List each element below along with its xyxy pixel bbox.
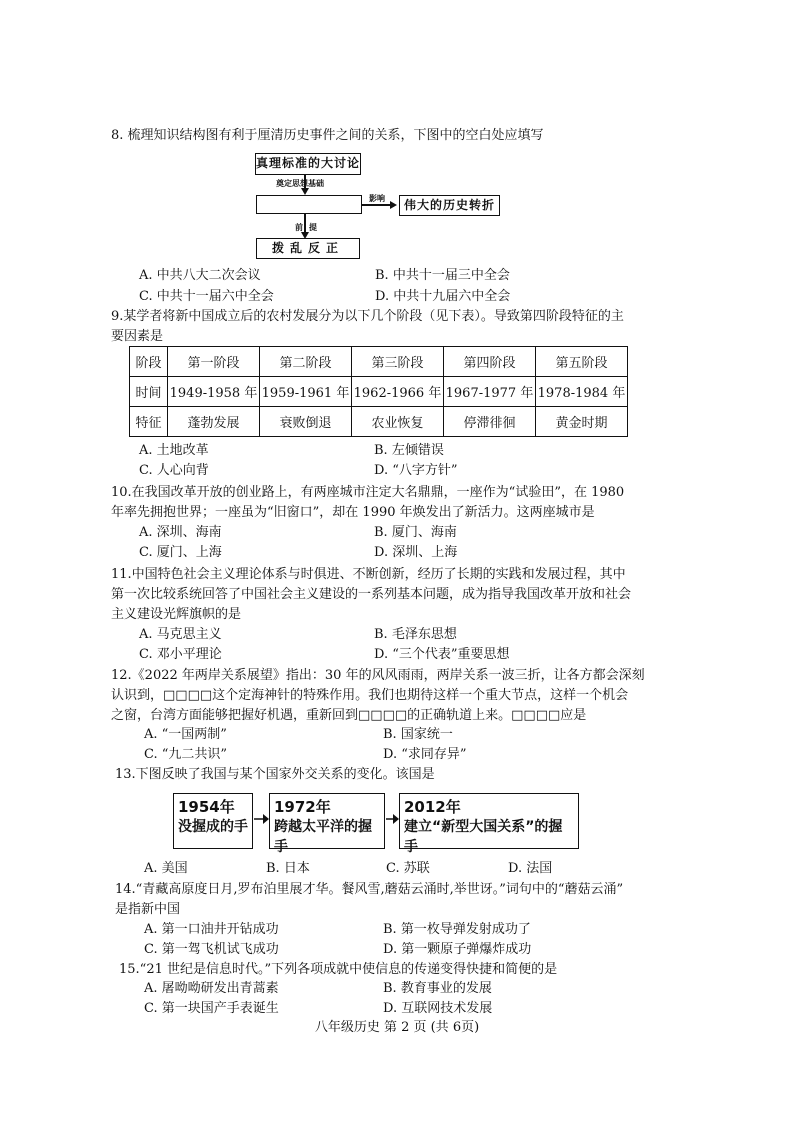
- arrow-right-icon: [254, 813, 269, 825]
- q14-option-a[interactable]: A. 第一口油井开钻成功: [144, 922, 279, 937]
- q11-option-a[interactable]: A. 马克思主义: [139, 627, 222, 642]
- q12-option-c[interactable]: C. “九二共识”: [144, 747, 228, 762]
- q15-option-b[interactable]: B. 教育事业的发展: [383, 981, 492, 996]
- timeline-year: 1954年: [178, 798, 235, 816]
- q12-option-b[interactable]: B. 国家统一: [383, 727, 453, 742]
- table-cell: 第三阶段: [352, 347, 444, 377]
- table-row: [130, 347, 628, 377]
- q11-option-b[interactable]: B. 毛泽东思想: [374, 627, 457, 642]
- table-cell: 特征: [130, 407, 168, 437]
- q8-blank-box: [256, 195, 362, 214]
- q9-option-c[interactable]: C. 人心向背: [139, 463, 209, 478]
- timeline-text: 跨越太平洋的握手: [274, 819, 372, 855]
- timeline-year: 1972年: [274, 798, 331, 816]
- q8-right-box: 伟大的历史转折: [399, 195, 500, 216]
- q12-stem-line2: 认识到，□□□□这个定海神针的特殊作用。我们也期待这样一个重大节点，这样一个机会: [111, 688, 629, 703]
- timeline-item-2012: [399, 793, 579, 855]
- q13-stem: 13.下图反映了我国与某个国家外交关系的变化。该国是: [115, 767, 435, 782]
- q14-stem-line1: 14.“青藏高原度日月,罗布泊里展才华。餐风雪,蘑菇云涌时,举世讶。”词句中的“蘑菇云涌”: [115, 882, 624, 897]
- q8-stem: 8. 梳理知识结构图有利于厘清历史事件之间的关系，下图中的空白处应填写: [111, 128, 544, 143]
- q11-option-c[interactable]: C. 邓小平理论: [139, 647, 222, 662]
- q8-top-link-label: 奠定思想基础: [276, 179, 324, 188]
- timeline-year: 2012年: [404, 798, 461, 816]
- q10-option-c[interactable]: C. 厦门、上海: [139, 545, 222, 560]
- q10-option-a[interactable]: A. 深圳、海南: [139, 525, 222, 540]
- q11-stem-line2: 第一次比较系统回答了中国社会主义建设的一系列基本问题，成为指导我国改革开放和社会: [111, 587, 632, 602]
- table-cell: 农业恢复: [352, 407, 444, 437]
- q8-option-c[interactable]: C. 中共十一届六中全会: [139, 289, 274, 304]
- q8-top-arrow: [301, 188, 309, 195]
- q13-option-a[interactable]: A. 美国: [144, 861, 188, 876]
- q13-option-c[interactable]: C. 苏联: [386, 861, 430, 876]
- q8-option-d[interactable]: D. 中共十九届六中全会: [375, 289, 511, 304]
- q12-stem-line1: 12.《2022 年两岸关系展望》指出：30 年的风风雨雨，两岸关系一波三折，让各方都会深刻: [111, 668, 645, 683]
- q15-option-d[interactable]: D. 互联网技术发展: [383, 1001, 493, 1016]
- q11-stem-line3: 主义建设光辉旗帜的是: [111, 607, 242, 622]
- timeline-item-1972: [269, 793, 385, 855]
- table-row: [130, 407, 628, 437]
- q8-bottom-link-label: 前提: [295, 223, 323, 232]
- q14-option-d[interactable]: D. 第一颗原子弹爆炸成功: [383, 942, 532, 957]
- timeline-text: 建立“新型大国关系”的握手: [404, 819, 563, 855]
- q11-option-d[interactable]: D. “三个代表”重要思想: [374, 647, 510, 662]
- table-cell: 第四阶段: [444, 347, 536, 377]
- q11-stem-line1: 11.中国特色社会主义理论体系与时俱进、不断创新，经历了长期的实践和发展过程，其中: [111, 567, 626, 582]
- table-cell: 黄金时期: [536, 407, 628, 437]
- table-cell: 第一阶段: [168, 347, 260, 377]
- table-cell: 1962-1966 年: [352, 377, 444, 407]
- table-cell: 时间: [130, 377, 168, 407]
- table-cell: 衰败倒退: [260, 407, 352, 437]
- timeline-item-1954: [173, 793, 253, 849]
- q8-option-a[interactable]: A. 中共八大二次会议: [139, 268, 261, 283]
- q15-option-c[interactable]: C. 第一块国产手表诞生: [144, 1001, 279, 1016]
- q15-stem: 15.“21 世纪是信息时代。”下列各项成就中使信息的传递变得快捷和简便的是: [119, 962, 558, 977]
- q9-stem-line2: 要因素是: [111, 329, 164, 344]
- q9-stage-table: [129, 346, 628, 437]
- q8-right-arrow: [390, 201, 397, 209]
- table-row: [130, 377, 628, 407]
- q10-stem-line2: 年率先拥抱世界；一座虽为“旧窗口”，却在 1990 年焕发出了新活力。这两座城市是: [111, 505, 595, 520]
- table-cell: 1978-1984 年: [536, 377, 628, 407]
- q8-bottom-box: 拨乱反正: [256, 238, 360, 259]
- table-cell: 停滞徘徊: [444, 407, 536, 437]
- table-cell: 蓬勃发展: [168, 407, 260, 437]
- q8-top-box: 真理标准的大讨论: [255, 153, 361, 175]
- q15-option-a[interactable]: A. 屠呦呦研发出青蒿素: [144, 981, 279, 996]
- q10-stem-line1: 10.在我国改革开放的创业路上，有两座城市注定大名鼎鼎，一座作为“试验田”，在 1980: [111, 485, 625, 500]
- table-cell: 1959-1961 年: [260, 377, 352, 407]
- q13-option-d[interactable]: D. 法国: [508, 861, 553, 876]
- q10-option-b[interactable]: B. 厦门、海南: [374, 525, 457, 540]
- q12-stem-line3: 之窗，台湾方面能够把握好机遇，重新回到□□□□的正确轨道上来。□□□□应是: [111, 708, 587, 723]
- page-footer: 八年级历史 第 2 页 (共 6页): [314, 1020, 480, 1035]
- q12-option-a[interactable]: A. “一国两制”: [144, 727, 227, 742]
- q14-stem-line2: 是指新中国: [115, 902, 181, 917]
- q14-option-b[interactable]: B. 第一枚导弹发射成功了: [383, 922, 531, 937]
- arrow-right-icon: [386, 813, 399, 825]
- q9-option-b[interactable]: B. 左倾错误: [374, 443, 444, 458]
- q8-option-b[interactable]: B. 中共十一届三中全会: [375, 268, 510, 283]
- q14-option-c[interactable]: C. 第一驾飞机试飞成功: [144, 942, 279, 957]
- table-cell: 阶段: [130, 347, 168, 377]
- q12-option-d[interactable]: D. “求同存异”: [383, 747, 467, 762]
- table-cell: 第二阶段: [260, 347, 352, 377]
- timeline-text: 没握成的手: [178, 819, 248, 835]
- q9-option-a[interactable]: A. 土地改革: [139, 443, 209, 458]
- table-cell: 第五阶段: [536, 347, 628, 377]
- q8-right-connector: [362, 204, 392, 206]
- table-cell: 1949-1958 年: [168, 377, 260, 407]
- q9-stem-line1: 9.某学者将新中国成立后的农村发展分为以下几个阶段（见下表）。导致第四阶段特征的主: [111, 309, 624, 324]
- q9-option-d[interactable]: D. “八字方针”: [374, 463, 458, 478]
- table-cell: 1967-1977 年: [444, 377, 536, 407]
- q10-option-d[interactable]: D. 深圳、上海: [374, 545, 458, 560]
- q8-right-link-label: 影响: [369, 194, 385, 203]
- q13-option-b[interactable]: B. 日本: [266, 861, 310, 876]
